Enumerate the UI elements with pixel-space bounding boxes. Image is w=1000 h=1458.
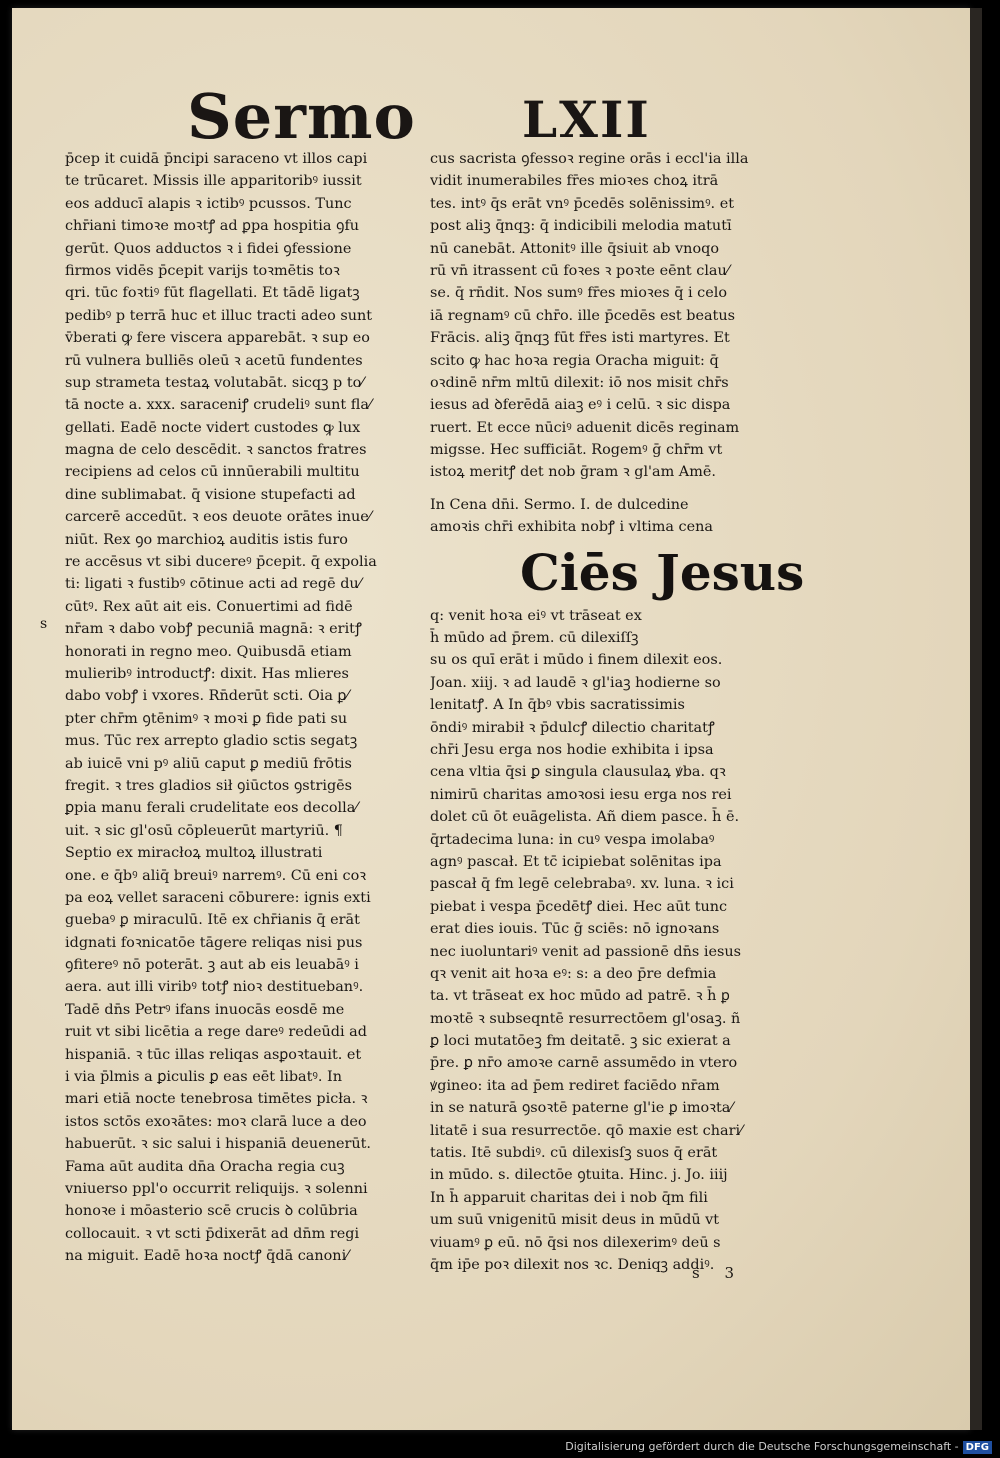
text-line: aera. aut illi viribꝰ totꝭ nioꝛ destituebanꝰ. [65, 979, 364, 996]
text-line: vniuerso ppl'o occurrit reliquijs. ꝛ solenni [65, 1180, 368, 1197]
text-line: mari etiā nocte tenebrosa timētes picła. ꝛ [65, 1091, 368, 1108]
text-line: p̄cep it cuidā p̄ncipi saraceno vt illos capi [65, 151, 368, 167]
text-line: pascał q̄ fm legē celebrabaꝰ. xv. luna. ꝛ ici [430, 876, 734, 893]
text-line: Tadē dn̄s Petrꝰ ifans inuocās eosdē me [65, 1001, 345, 1018]
text-line: piebat i vespa p̄cedētꝭ diei. Hec aūt tunc [430, 898, 728, 915]
text-line: viuamꝰ ꝑ eū. nō q̄si nos dilexerimꝰ deū s [430, 1234, 721, 1251]
text-line: carcerē accedūt. ꝛ eos deuote orātes inue⁄ [65, 509, 372, 526]
text-line: chr̄i Jesu erga nos hodie exhibita i ipsa [430, 741, 714, 758]
right-column-bottom-text [430, 605, 810, 1277]
text-line: ti: ligati ꝛ fustibꝰ cōtinue acti ad regē du⁄ [65, 576, 362, 593]
text-line: ꝑpia manu ferali crudelitate eos decolla⁄ [65, 800, 358, 817]
text-line: honoꝛe i mōasterio scē crucis ꝺ colūbria [65, 1203, 358, 1220]
text-line: sup strameta testaꝝ volutabāt. sicqꝫ p to⁄ [65, 374, 364, 391]
text-line: qri. tūc foꝛtiꝰ fūt flagellati. Et tādē ligatꝫ [65, 285, 360, 302]
text-line: na miguit. Eadē hoꝛa noctꝭ q̄dā canoni⁄ [65, 1248, 349, 1265]
text-line: cūtꝰ. Rex aūt ait eis. Conuertimi ad fidē [65, 598, 353, 615]
text-line: magna de celo descēdit. ꝛ sanctos fratres [65, 442, 367, 459]
text-line: recipiens ad celos cū innūerabili multitu [65, 464, 360, 481]
text-line: nimirū charitas amoꝛosi iesu erga nos rei [430, 786, 732, 803]
text-line: h̄ mūdo ad p̄rem. cū dilexiſſꝫ [430, 630, 639, 647]
large-initial-heading: Ciēs Jesus [520, 542, 805, 602]
text-line: ꝯfitereꝰ nō poterāt. ꝫ aut ab eis leuabāꝰ i [65, 957, 359, 974]
text-line: firmos vidēs p̄cepit varijs toꝛmētis toꝛ [65, 262, 340, 279]
text-line: te trūcaret. Missis ille apparitoribꝰ iussit [65, 173, 362, 190]
text-line: pter chr̄m ꝯtēnimꝰ ꝛ moꝛi ꝑ fide pati su [65, 710, 348, 727]
text-line: hispaniā. ꝛ tūc illas reliqas asꝑoꝛtauit. et [65, 1046, 362, 1063]
text-line: moꝛtē ꝛ subseqntē resurrectōem gl'osaꝫ. ñ [430, 1010, 741, 1027]
text-line: gellati. Eadē nocte vidert custodes ꝙ lux [65, 419, 361, 436]
text-line: iā regnamꝰ cū chr̄o. ille p̄cedēs est beatus [430, 307, 735, 324]
digitization-footer [565, 1440, 992, 1454]
text-line: idgnati foꝛnicatōe tāgere reliqas nisi pus [65, 934, 363, 951]
text-line: fregit. ꝛ tres gladios sił ꝯiūctos ꝯstrigēs [65, 777, 353, 794]
text-line: ꝑ loci mutatōeꝫ fm deitatē. ꝫ sic exierat a [430, 1033, 731, 1050]
text-line: mulieribꝰ introductꝭ: dixit. Has mlieres [65, 665, 349, 682]
text-line: post aliꝫ q̄nqꝫ: q̄ indicibili melodia matutī [430, 218, 732, 235]
text-line: one. e q̄bꝰ aliq̄ breuiꝰ narremꝰ. Cū eni coꝛ [65, 867, 367, 884]
text-line: tā nocte a. xxx. saraceniꝭ crudeliꝰ sunt fla⁄ [65, 397, 372, 414]
text-line: lenitatꝭ. A In q̄bꝰ vbis sacratissimis [430, 697, 685, 714]
text-line: Septio ex miracłoꝝ multoꝝ illustrati [65, 845, 323, 862]
text-line: se. q̄ rn̄dit. Nos sumꝰ fr̄es mioꝛes q̄ i celo [430, 285, 728, 302]
text-line: habuerūt. ꝛ sic salui i hispaniā deuenerūt. [65, 1136, 372, 1153]
text-line: q̄m ip̄e poꝛ dilexit nos ꝛc. Deniqꝫ addiꝰ. [430, 1256, 715, 1273]
text-line: erat dies iouis. Tūc ḡ sciēs: nō ignoꝛans [430, 921, 720, 938]
text-line: chr̄iani timoꝛe moꝛtꝭ ad ꝑpa hospitia ꝯfu [65, 218, 360, 235]
right-column-top-text [430, 148, 810, 484]
text-line: in mūdo. s. dilectōe ꝯtuita. Hinc. j. Jo. iiij [430, 1167, 728, 1184]
text-line: gerūt. Quos adductos ꝛ i fidei ꝯfessione [65, 240, 352, 257]
text-line: amoꝛis chr̄i exhibita nobꝭ i vltima cena [430, 519, 713, 536]
text-line: p̄re. ꝑ nr̄o amoꝛe carnē assumēdo in vtero [430, 1055, 738, 1072]
text-line: istoꝝ meritꝭ det nob ḡram ꝛ gl'am Amē. [430, 464, 716, 481]
text-line: i via p̄lmis a ꝑiculis ꝑ eas eēt libatꝰ. In [65, 1069, 343, 1086]
text-line: pa eoꝝ vellet saraceni cōburere: ignis exti [65, 889, 371, 906]
text-line: guebaꝰ ꝑ miraculū. Itē ex chr̄ianis q̄ erāt [65, 912, 360, 929]
left-text-column [65, 148, 445, 1268]
text-line: nec iuoluntariꝰ venit ad passionē dn̄s iesus [430, 943, 742, 960]
text-line: q̄rtadecima luna: in cuꝰ vespa imolabaꝰ [430, 831, 715, 848]
running-title: Sermo [187, 80, 416, 153]
text-line: in se naturā ꝯsoꝛtē paterne gl'ie ꝑ imoꝛta⁄ [430, 1100, 733, 1117]
text-line: scito ꝙ hac hoꝛa regia Oracha miguit: q̄ [430, 352, 719, 369]
text-line: cena vltia q̄si ꝑ singula clausulaꝝ ꝟba. qꝛ [430, 764, 726, 781]
signature-mark: s 3 [692, 1264, 745, 1282]
footer-text: Digitalisierung gefördert durch die Deutsche Forschungsgemeinschaft - [565, 1440, 959, 1453]
text-line: ꝟgineo: ita ad p̄em rediret faciēdo nr̄am [430, 1077, 720, 1094]
text-line: re accēsus vt sibi ducereꝰ p̄cepit. q̄ expolia [65, 554, 377, 571]
text-line: vidit inumerabiles fr̄es mioꝛes choꝝ itrā [430, 173, 719, 190]
text-line: Fama aūt audita dn̄a Oracha regia cuꝫ [65, 1158, 345, 1175]
book-page [12, 8, 970, 1430]
text-line: ta. vt trāseat ex hoc mūdo ad patrē. ꝛ h̄ ꝑ [430, 988, 730, 1005]
text-line: In h̄ apparuit charitas dei i nob q̄m fili [430, 1189, 708, 1206]
text-line: eos adducī alapis ꝛ ictibꝰ pcussos. Tunc [65, 195, 352, 212]
text-line: ruit vt sibi licētia a rege dareꝰ redeūdi ad [65, 1024, 367, 1041]
text-line: ruert. Et ecce nūciꝰ aduenit dicēs reginam [430, 419, 740, 436]
text-line: tatis. Itē subdiꝰ. cū dilexisſꝫ suos q̄ erāt [430, 1145, 718, 1162]
text-line: honorati in regno meo. Quibusdā etiam [65, 643, 352, 660]
dfg-logo: DFG [963, 1441, 992, 1454]
text-line: istos sctōs exoꝛātes: moꝛ clarā luce a deo [65, 1113, 367, 1130]
text-line: rū vulnera bulliēs oleū ꝛ acetū fundentes [65, 352, 363, 369]
text-line: v̄berati ꝙ fere viscera apparebāt. ꝛ sup eo [65, 330, 370, 347]
text-line: ab iuicē vni pꝰ aliū caput ꝑ mediū frōtis [65, 755, 352, 772]
right-text-column [430, 148, 810, 1276]
text-line: In Cena dn̄i. Sermo. I. de dulcedine [430, 496, 689, 513]
text-line: ōndiꝰ mirabił ꝛ p̄dulcꝭ dilectio charitatꝭ [430, 719, 715, 736]
text-line: Frācis. aliꝫ q̄nqꝫ fūt fr̄es isti martyres. Et [430, 330, 730, 347]
section-marker: s [40, 616, 48, 632]
text-line: dabo vobꝭ i vxores. Rn̄derūt scti. Oia ꝑ⁄ [65, 688, 349, 705]
text-line: iesus ad ꝺferēdā aiaꝫ eꝰ i celū. ꝛ sic dispa [430, 397, 731, 414]
text-line: nr̄am ꝛ dabo vobꝭ pecuniā magnā: ꝛ eritꝭ [65, 621, 362, 638]
text-line: migsse. Hec sufficiāt. Rogemꝰ ḡ chr̄m vt [430, 442, 723, 459]
text-line: oꝛdinē nr̄m mltū dilexit: iō nos misit chr̄s [430, 374, 729, 391]
text-line: agnꝰ pascał. Et tc̄ icipiebat solēnitas ipa [430, 853, 722, 870]
page-edge-shadow [970, 8, 982, 1430]
text-line: qꝛ venit ait hoꝛa eꝰ: s: a deo p̄re defmia [430, 965, 717, 982]
text-line: nū canebāt. Attonitꝰ ille q̄siuit ab vnoqo [430, 240, 719, 257]
folio-number: LXII [522, 90, 651, 149]
text-line: cus sacrista ꝯfessoꝛ regine orās i eccl'ia illa [430, 151, 749, 167]
text-line: tes. intꝰ q̄s erāt vnꝰ p̄cedēs solēnissimꝰ. et [430, 195, 735, 212]
text-line: Joan. xiij. ꝛ ad laudē ꝛ gl'iaꝫ hodierne so [430, 674, 721, 691]
text-line: rū vn̄ itrassent cū foꝛes ꝛ poꝛte eēnt clau⁄ [430, 262, 730, 279]
text-line: litatē i sua resurrectōe. qō maxie est chari⁄ [430, 1122, 743, 1139]
text-line: dine sublimabat. q̄ visione stupefacti ad [65, 486, 356, 503]
text-line: um suū vnigenitū misit deus in mūdū vt [430, 1212, 720, 1229]
text-line: uit. ꝛ sic gl'osū cōpleuerūt martyriū. ¶ [65, 822, 343, 839]
text-line: mus. Tūc rex arrepto gladio sctis segatꝫ [65, 733, 358, 750]
text-line: pedibꝰ p terrā huc et illuc tracti adeo sunt [65, 307, 373, 324]
text-line: collocauit. ꝛ vt scti p̄dixerāt ad dn̄m regi [65, 1225, 360, 1242]
text-line: su os quī erāt i mūdo i finem dilexit eos. [430, 652, 723, 669]
text-line: dolet cū ōt euāgelista. Añ diem pasce. h̄ ē. [430, 809, 740, 826]
sermon-heading [430, 494, 810, 539]
text-line: niūt. Rex ꝯo marchioꝝ auditis istis furo [65, 531, 348, 548]
text-line: q: venit hoꝛa eiꝰ vt trāseat ex [430, 607, 642, 624]
